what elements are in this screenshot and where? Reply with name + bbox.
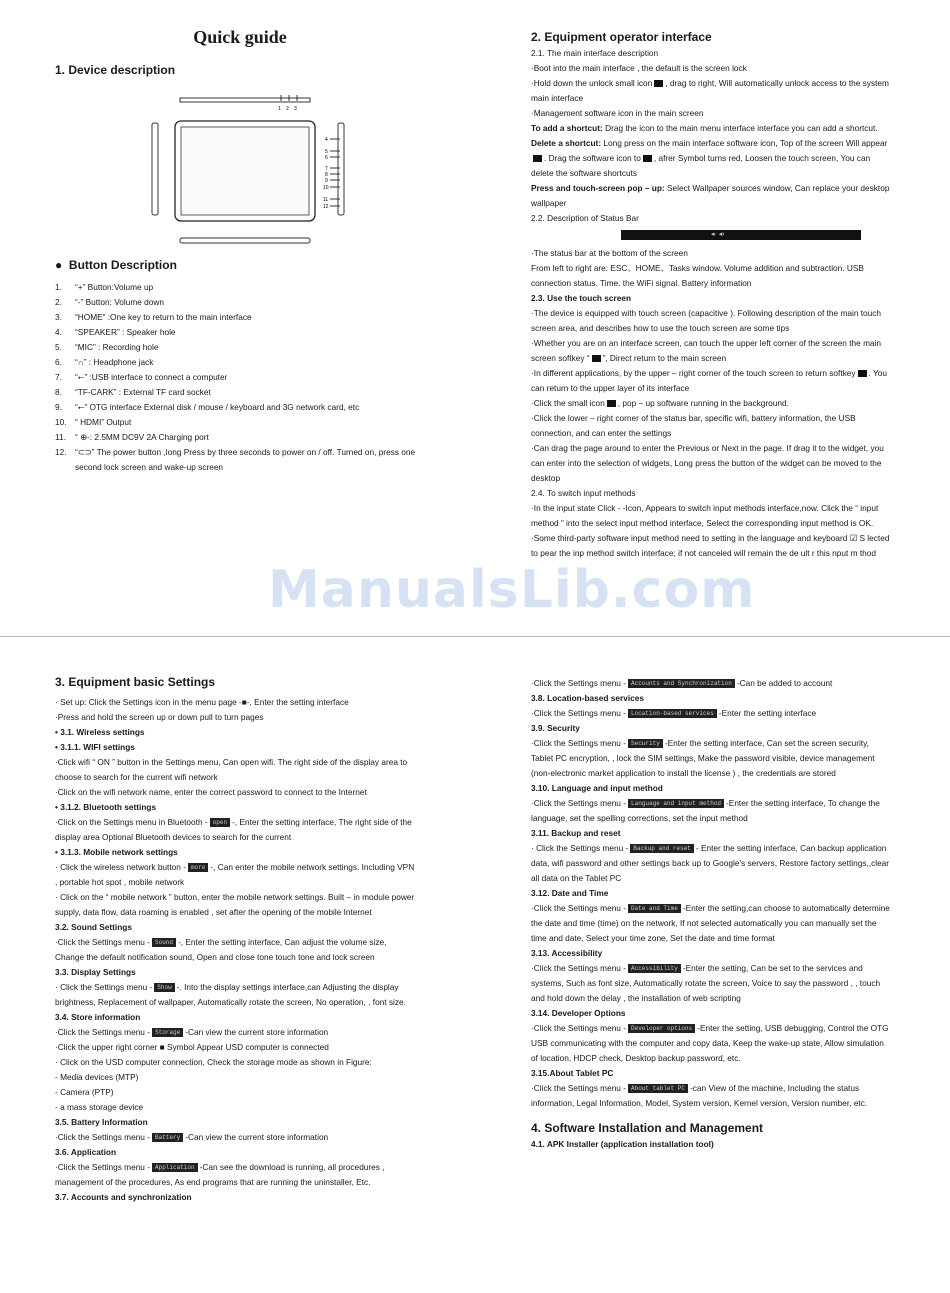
- watermark: ManualsLib.com: [268, 560, 756, 620]
- device-description-heading: 1. Device description: [55, 63, 176, 77]
- item-number: 5.: [55, 342, 62, 352]
- settings-menu-chip: Developer options: [628, 1024, 695, 1033]
- back-softkey-icon: [858, 370, 867, 377]
- button-description-section: [55, 256, 435, 475]
- subsection-heading: 3.7. Accounts and synchronization: [55, 1192, 192, 1202]
- button-description-item: [55, 430, 435, 445]
- delete-icon: [643, 155, 652, 162]
- settings-menu-chip: About tablet PC: [628, 1084, 688, 1093]
- callout-12: 12: [323, 204, 329, 210]
- item-text: “HOME” :One key to return to the main interface: [75, 312, 252, 322]
- settings-menu-chip: Security: [628, 739, 663, 748]
- paragraph: From left to right are: ESC、HOME、Tasks window. Volume addition and subtraction. USB connection status. Time. the WiFi signal. Battery information: [531, 263, 864, 288]
- callout-1: 1: [278, 106, 281, 112]
- item-text: “-” Button: Volume down: [75, 297, 165, 307]
- settings-menu-chip: Date and Time: [628, 904, 681, 913]
- section-2-4: 2.4. To switch input methods: [531, 488, 636, 498]
- paragraph: ·Boot into the main interface , the default is the screen lock: [531, 63, 747, 73]
- paragraph: ·In different applications, by the upper – right corner of the touch screen to return softkey . You can return to the upper layer of its interface: [531, 368, 887, 393]
- settings-menu-chip: Application: [152, 1163, 198, 1172]
- paragraph: Delete a shortcut: Long press on the main interface software icon, Top of the screen Will appear. Drag the software icon to , afrer Symbol turns red, Loosen the touch screen, You can delete the software shortcuts: [531, 138, 888, 178]
- item-number: 12.: [55, 447, 67, 457]
- item-text: “MIC” : Recording hole: [75, 342, 159, 352]
- callout-4: 4: [325, 137, 328, 143]
- callout-5: 5: [325, 149, 328, 155]
- subsection-heading: 3.14. Developer Options: [531, 1008, 626, 1018]
- callout-10: 10: [323, 185, 329, 191]
- paragraph: - Media devices (MTP): [55, 1072, 139, 1082]
- item-number: 6.: [55, 357, 62, 367]
- button-description-item: [55, 310, 435, 325]
- settings-menu-chip: Language and input method: [628, 799, 724, 808]
- section-2-3: 2.3. Use the touch screen: [531, 293, 632, 303]
- button-description-item: [55, 355, 435, 370]
- item-text: “∩” : Headphone jack: [75, 357, 154, 367]
- paragraph: ·Click wifi “ ON ” button in the Settings menu, Can open wifi. The right side of the display area to choose to search for the current wifi network: [55, 757, 408, 782]
- subsection-heading: 3.15.About Tablet PC: [531, 1068, 614, 1078]
- item-number: 8.: [55, 387, 62, 397]
- item-text: “ ⊕-: 2.5MM DC9V 2A Charging port: [75, 432, 209, 442]
- device-top-view: [180, 98, 310, 102]
- subsection-heading: 3.3. Display Settings: [55, 967, 136, 977]
- button-description-item: [55, 415, 435, 430]
- paragraph: ·Click the Settings menu - Battery -Can view the current store information: [55, 1132, 329, 1142]
- callout-7: 7: [325, 166, 328, 172]
- callout-11: 11: [323, 197, 329, 203]
- item-text: “+” Button:Volume up: [75, 282, 154, 292]
- paragraph: · Click the wireless network button - more -, Can enter the mobile network settings. Including VPN , portable hot spot , mobile network: [55, 862, 415, 887]
- page-fold-line: [0, 636, 950, 637]
- paragraph: ·Click the Settings menu - Date and Time -Enter the setting,can choose to automatically determine the date and time (time) on the network, If not selected automatically you can manually set the time and date, Select your time zone, Set the date and time format: [531, 903, 890, 943]
- button-description-list: [55, 280, 435, 475]
- paragraph: ·Click the small icon , pop – up software running in the background.: [531, 398, 789, 408]
- paragraph: ·Click the Settings menu - Accounts and Synchronization -Can be added to account: [531, 678, 833, 688]
- top-right-column: [531, 28, 893, 561]
- callout-3: 3: [294, 106, 297, 112]
- item-number: 2.: [55, 297, 62, 307]
- paragraph: · Click the Settings menu - Show -. Into the display settings interface,can Adjusting the display brightness, Replacement of wallpaper, Automatically rotate the screen, No operation, , font size.: [55, 982, 406, 1007]
- callout-9: 9: [325, 178, 328, 184]
- paragraph: ·Click on the wifi network name, enter the correct password to connect to the Internet: [55, 787, 367, 797]
- button-description-heading: ● Button Description: [55, 258, 177, 272]
- paragraph: ·The status bar at the bottom of the screen: [531, 248, 688, 258]
- paragraph: ·Whether you are on an interface screen, can touch the upper left corner of the screen the main screen softkey “ ”, Direct return to the main screen: [531, 338, 882, 363]
- item-number: 9.: [55, 402, 62, 412]
- subsection-heading: • 3.1. Wireless settings: [55, 727, 145, 737]
- paragraph: - a mass storage device: [55, 1102, 144, 1112]
- paragraph: ·In the input state Click - -Icon, Appears to switch input methods interface,now. Click the “ input method ” into the select input method interface, Select the corresponding input method is OK.: [531, 503, 879, 528]
- item-number: 7.: [55, 372, 62, 382]
- section-2-2: 2.2. Description of Status Bar: [531, 213, 639, 223]
- bottom-right-column: [531, 676, 893, 1152]
- item-text: “⊂⊃” The power button ,long Press by three seconds to power on / off. Turned on, press one second lock screen and wake-up screen: [75, 447, 416, 472]
- item-number: 1.: [55, 282, 62, 292]
- section-3-body: [55, 695, 417, 1205]
- button-description-item: [55, 325, 435, 340]
- section-2-1: 2.1. The main interface description: [531, 48, 659, 58]
- paragraph: ·Click the Settings menu - Location-based services -Enter the setting interface: [531, 708, 817, 718]
- device-diagram: [150, 95, 350, 255]
- subsection-heading: 3.2. Sound Settings: [55, 922, 132, 932]
- paragraph: ·Click the Settings menu - Application -Can see the download is running, all procedures , management of the procedures, As end programs that are running the uninstaller, Etc.: [55, 1162, 385, 1187]
- button-description-item: [55, 370, 435, 385]
- settings-menu-chip: Storage: [152, 1028, 183, 1037]
- subsection-heading: 3.10. Language and input method: [531, 783, 663, 793]
- paragraph: - Camera (PTP): [55, 1087, 114, 1097]
- button-description-item: [55, 385, 435, 400]
- section-3-continued-body: [531, 676, 893, 1111]
- item-number: 11.: [55, 432, 66, 442]
- status-bar-image: ◂· ◂›: [621, 230, 861, 240]
- paragraph: Press and touch-screen pop – up: Select Wallpaper sources window, Can replace your desktop wallpaper: [531, 183, 890, 208]
- item-number: 10.: [55, 417, 67, 427]
- paragraph: ·The device is equipped with touch screen (capacitive ). Following description of the main touch screen area, and describes how to use the touch screen are some tips: [531, 308, 882, 333]
- paragraph: ·Click on the Settings menu in Bluetooth - open -, Enter the setting interface, The right side of the display area Optional Bluetooth devices to search for the current: [55, 817, 412, 842]
- item-text: “ HDMI” Output: [75, 417, 132, 427]
- section-4-1: 4.1. APK Installer (application installation tool): [531, 1139, 714, 1149]
- paragraph: ·Press and hold the screen up or down pull to turn pages: [55, 712, 264, 722]
- button-description-item: [55, 295, 435, 310]
- paragraph: ·Click the upper right corner ■ Symbol Appear USD computer is connected: [55, 1042, 329, 1052]
- section-3-heading: 3. Equipment basic Settings: [55, 675, 216, 689]
- paragraph: ·Click the Settings menu - Developer options -Enter the setting, USB debugging, Control the OTG USB communicating with the computer and copy data, Keep the wake-up state, Allow simulation of location, HDCP check, Desktop backup password, etc.: [531, 1023, 889, 1063]
- settings-menu-chip: Location-based services: [628, 709, 717, 718]
- settings-menu-chip: Sound: [152, 938, 176, 947]
- device-right-side: [338, 123, 344, 215]
- subsection-heading: 3.13. Accessibility: [531, 948, 603, 958]
- subsection-heading: • 3.1.2. Bluetooth settings: [55, 802, 157, 812]
- paragraph: · Click the Settings menu - Backup and reset - Enter the setting interface, Can backup application data, wifi password and other settings back up to Google's servers, Restore factory settings,,clear all data on the Tablet PC: [531, 843, 890, 883]
- settings-menu-chip: Show: [154, 983, 174, 992]
- paragraph: ·Click the Settings menu - Storage -Can view the current store information: [55, 1027, 329, 1037]
- button-description-item: [55, 280, 435, 295]
- settings-menu-chip: Battery: [152, 1133, 183, 1142]
- subsection-heading: 3.12. Date and Time: [531, 888, 609, 898]
- button-description-item: [55, 445, 435, 475]
- item-number: 4.: [55, 327, 62, 337]
- subsection-heading: 3.6. Application: [55, 1147, 117, 1157]
- paragraph: ·Click the Settings menu - About tablet PC -can View of the machine, Including the status information, Legal Information, Model, System version, Kernel version, Version number, etc.: [531, 1083, 868, 1108]
- paragraph: ·Some third-party software input method need to setting in the language and keyboard ☑ S lected to pear the inp method switch interface; if not canceled will remain the de ult r this nput m thod: [531, 533, 890, 558]
- paragraph: ·Click the lower – right corner of the status bar, specific wifi, battery information, the USB connection, and can enter the settings: [531, 413, 856, 438]
- unlock-icon: [654, 80, 663, 87]
- paragraph: ·Click the Settings menu - Language and input method -Enter the setting interface, To change the language, set the spelling corrections, set the input method: [531, 798, 880, 823]
- bottom-left-column: [55, 673, 417, 1205]
- callout-8: 8: [325, 172, 328, 178]
- subsection-heading: • 3.1.3. Mobile network settings: [55, 847, 178, 857]
- home-softkey-icon: [592, 355, 601, 362]
- page-title: Quick guide: [193, 27, 287, 47]
- settings-menu-chip: Accessibility: [628, 964, 681, 973]
- paragraph: ·Hold down the unlock small icon , drag to right, Will automatically unlock access to the system main interface: [531, 78, 889, 103]
- subsection-heading: 3.11. Backup and reset: [531, 828, 621, 838]
- section-2-heading: 2. Equipment operator interface: [531, 30, 712, 44]
- recent-apps-icon: [607, 400, 616, 407]
- button-description-item: [55, 400, 435, 415]
- subsection-heading: 3.4. Store information: [55, 1012, 141, 1022]
- paragraph: · Click on the USD computer connection, Check the storage mode as shown in Figure:: [55, 1057, 372, 1067]
- paragraph: ·Click the Settings menu - Security -Enter the setting interface, Can set the screen security, Tablet PC encryption, , lock the SIM settings, Make the password visible, device management (non-electronic market application to install the license ) , the credentials are stored: [531, 738, 875, 778]
- callout-6: 6: [325, 155, 328, 161]
- paragraph: To add a shortcut: Drag the icon to the main menu interface interface you can add a shortcut.: [531, 123, 878, 133]
- paragraph: · Click on the “ mobile network ” button, enter the mobile network settings. Built – in module power supply, data flow, data roaming is enabled , set after the opening of the mobile Internet: [55, 892, 415, 917]
- item-number: 3.: [55, 312, 62, 322]
- subsection-heading: 3.5. Battery Information: [55, 1117, 148, 1127]
- device-left-side: [152, 123, 158, 215]
- device-bottom-view: [180, 238, 310, 243]
- settings-menu-chip: Accounts and Synchronization: [628, 679, 735, 688]
- item-text: “⭠” OTG interface External disk / mouse / keyboard and 3G network card, etc: [75, 402, 360, 412]
- paragraph: ·Can drag the page around to enter the Previous or Next in the page. If drag it to the widget, you can enter into the selection of widgets, Long press the button of the widget can be moved to the desktop: [531, 443, 884, 483]
- paragraph: ·Click the Settings menu - Accessibility -Enter the setting, Can be set to the services and systems, Such as font size, Automatically rotate the screen, Voice to say the password , , touch and hold down the delay , the installation of web scripting: [531, 963, 881, 1003]
- item-text: “TF-CARK” : External TF card socket: [75, 387, 211, 397]
- paragraph: · Set up: Click the Settings icon in the menu page -■-, Enter the setting interface: [55, 697, 349, 707]
- top-left-column: [55, 27, 435, 79]
- paragraph: ·Management software icon in the main screen: [531, 108, 704, 118]
- subsection-heading: 3.9. Security: [531, 723, 580, 733]
- callout-2: 2: [286, 106, 289, 112]
- settings-menu-chip: Backup and reset: [630, 844, 694, 853]
- settings-menu-chip: open: [210, 818, 230, 827]
- item-text: “⭠” :USB interface to connect a computer: [75, 372, 228, 382]
- paragraph: ·Click the Settings menu - Sound -, Enter the setting interface, Can adjust the volume size, Change the default notification sound, Open and close tone touch tone and lock screen: [55, 937, 387, 962]
- item-text: “SPEAKER” : Speaker hole: [75, 327, 176, 337]
- section-4-heading: 4. Software Installation and Management: [531, 1121, 764, 1135]
- subsection-heading: • 3.1.1. WIFI settings: [55, 742, 135, 752]
- settings-menu-chip: more: [188, 863, 208, 872]
- subsection-heading: 3.8. Location-based services: [531, 693, 644, 703]
- button-description-item: [55, 340, 435, 355]
- delete-icon: [533, 155, 542, 162]
- device-screen: [181, 127, 309, 215]
